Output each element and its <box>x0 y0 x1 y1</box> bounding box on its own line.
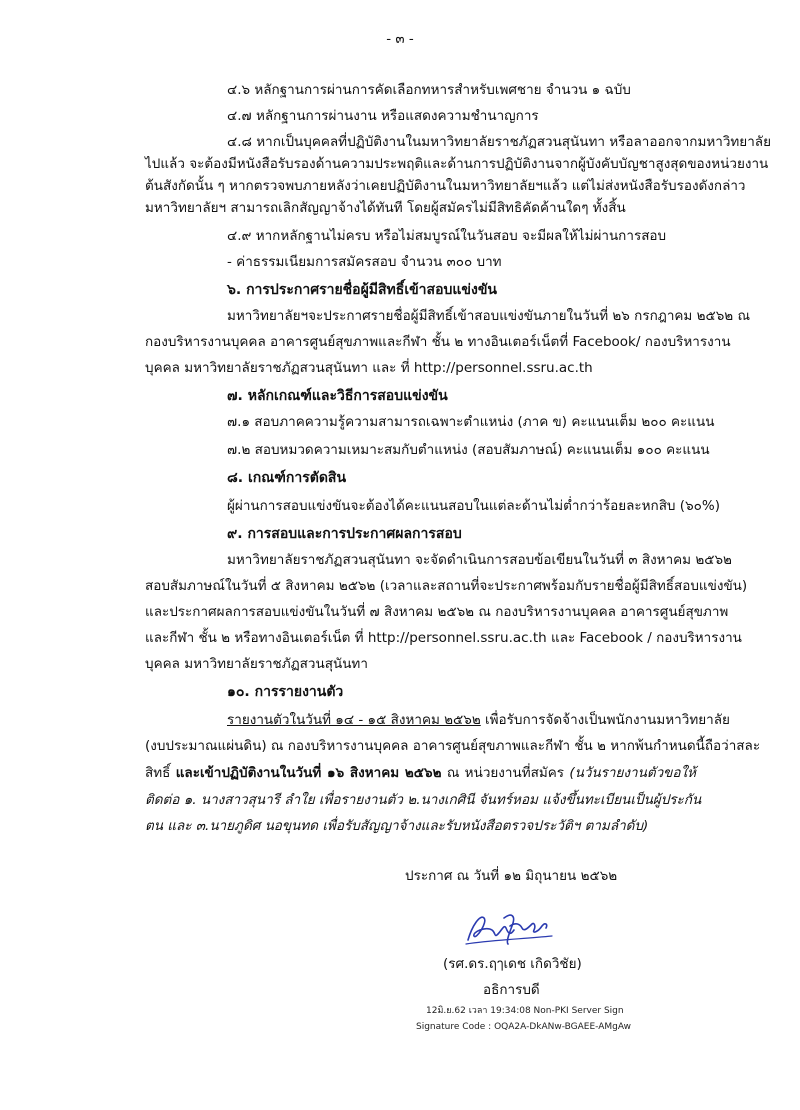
section-6-heading: ๖. การประกาศรายชื่อผู้มีสิทธิ์เข้าสอบแข่งขัน <box>227 282 497 298</box>
signer-title: อธิการบดี <box>483 982 540 998</box>
item-4-8-line-1: ๔.๘ หากเป็นบุคคลที่ปฏิบัติงานในมหาวิทยาลัยราชภัฏสวนสุนันทา หรือลาออกจากมหาวิทยาลัย <box>227 134 771 150</box>
item-4-7: ๔.๗ หลักฐานการผ่านงาน หรือแสดงความชำนาญการ <box>227 108 539 124</box>
section-9-line-3: และประกาศผลการสอบแข่งขันในวันที่ ๗ สิงหาคม ๒๕๖๒ ณ กองบริหารงานบุคคล อาคารศูนย์สุขภาพ <box>145 604 729 620</box>
section-7-line-1: ๗.๑ สอบภาคความรู้ความสามารถเฉพาะตำแหน่ง (ภาค ข) คะแนนเต็ม ๒๐๐ คะแนน <box>227 414 715 430</box>
section-10-line-5: ตน และ ๓.นายภูดิศ นอขุนทด เพื่อรับสัญญาจ้างและรับหนังสือตรวจประวัติฯ ตามลำดับ) <box>145 818 649 834</box>
signature-code: Signature Code : OQA2A-DkANw-BGAEE-AMgAw <box>416 1022 632 1032</box>
section-8-line-1: ผู้ผ่านการสอบแข่งขันจะต้องได้คะแนนสอบในแต่ละด้านไม่ต่ำกว่าร้อยละหกสิบ (๖๐%) <box>227 498 720 514</box>
section-7-heading: ๗. หลักเกณฑ์และวิธีการสอบแข่งขัน <box>227 388 448 404</box>
section-10-line-4: ติดต่อ ๑. นางสาวสุนารี ลำใย เพื่อรายงานตัว ๒.นางเกศินี จันทร์หอม แจ้งขึ้นทะเบียนเป็นผู้ประกัน <box>145 792 702 808</box>
item-4-8-line-2: ไปแล้ว จะต้องมีหนังสือรับรองด้านความประพฤติและด้านการปฏิบัติงานจากผู้บังคับบัญชาสูงสุดของหน่วยงาน <box>145 156 769 172</box>
report-dates: รายงานตัวในวันที่ ๑๔ - ๑๕ สิงหาคม ๒๕๖๒ <box>227 712 481 728</box>
section-10-line-2: (งบประมาณแผ่นดิน) ณ กองบริหารงานบุคคล อาคารศูนย์สุขภาพและกีฬา ชั้น ๒ หากพ้นกำหนดนี้ถือว่าสละ <box>145 738 761 754</box>
section-9-line-2: สอบสัมภาษณ์ในวันที่ ๕ สิงหาคม ๒๕๖๒ (เวลาและสถานที่จะประกาศพร้อมกับรายชื่อผู้มีสิทธิ์สอบแข่งขัน) <box>145 578 748 594</box>
section-10-line-3 <box>145 763 696 783</box>
section-9-line-4: และกีฬา ชั้น ๒ หรือทางอินเตอร์เน็ต ที่ http://personnel.ssru.ac.th และ Facebook / กองบริหารงาน <box>145 630 742 646</box>
work-location: ณ หน่วยงานที่สมัคร <box>441 765 570 781</box>
page-number: - ๓ - <box>386 31 414 47</box>
announcement-date: ประกาศ ณ วันที่ ๑๒ มิถุนายน ๒๕๖๒ <box>405 868 618 884</box>
item-4-9: ๔.๙ หากหลักฐานไม่ครบ หรือไม่สมบูรณ์ในวันสอบ จะมีผลให้ไม่ผ่านการสอบ <box>227 228 667 244</box>
item-4-6: ๔.๖ หลักฐานการผ่านการคัดเลือกทหารสำหรับเพศชาย จำนวน ๑ ฉบับ <box>227 82 631 98</box>
item-4-8-line-3: ต้นสังกัดนั้น ๆ หากตรวจพบภายหลังว่าเคยปฏิบัติงานในมหาวิทยาลัยฯแล้ว แต่ไม่ส่งหนังสือรับรองดังกล่าว <box>145 178 746 194</box>
sign-timestamp: 12มิ.ย.62 เวลา 19:34:08 Non-PKI Server Sign <box>426 1006 624 1016</box>
section-6-line-1: มหาวิทยาลัยฯจะประกาศรายชื่อผู้มีสิทธิ์เข้าสอบแข่งขันภายในวันที่ ๒๖ กรกฎาคม ๒๕๖๒ ณ <box>227 308 751 324</box>
section-6-line-3: บุคคล มหาวิทยาลัยราชภัฏสวนสุนันทา และ ที่ http://personnel.ssru.ac.th <box>145 360 593 376</box>
section-9-heading: ๙. การสอบและการประกาศผลการสอบ <box>227 526 462 542</box>
section-9-line-1: มหาวิทยาลัยราชภัฏสวนสุนันทา จะจัดดำเนินการสอบข้อเขียนในวันที่ ๓ สิงหาคม ๒๕๖๒ <box>227 552 732 568</box>
section-6-line-2: กองบริหารงานบุคคล อาคารศูนย์สุขภาพและกีฬา ชั้น ๒ ทางอินเตอร์เน็ตที่ Facebook/ กองบริหารงาน <box>145 334 731 350</box>
signer-name: (รศ.ดร.ฤๅเดช เกิดวิชัย) <box>443 956 582 972</box>
start-work-date: และเข้าปฏิบัติงานในวันที่ ๑๖ สิงหาคม ๒๕๖๒ <box>175 765 442 781</box>
application-fee: - ค่าธรรมเนียมการสมัครสอบ จำนวน ๓๐๐ บาท <box>227 254 502 270</box>
section-7-line-2: ๗.๒ สอบหมวดความเหมาะสมกับตำแหน่ง (สอบสัมภาษณ์) คะแนนเต็ม ๑๐๐ คะแนน <box>227 442 710 458</box>
contact-note-start: (นวันรายงานตัวขอให้ <box>569 765 696 781</box>
signature-image <box>462 906 562 950</box>
section-10-heading: ๑๐. การรายงานตัว <box>227 684 344 700</box>
section-8-heading: ๘. เกณฑ์การตัดสิน <box>227 470 347 486</box>
section-9-line-5: บุคคล มหาวิทยาลัยราชภัฏสวนสุนันทา <box>145 656 368 672</box>
section-10-line-1 <box>227 710 730 730</box>
rights-word: สิทธิ์ <box>145 765 176 781</box>
report-purpose: เพื่อรับการจัดจ้างเป็นพนักงานมหาวิทยาลัย <box>480 712 730 728</box>
item-4-8-line-4: มหาวิทยาลัยฯ สามารถเลิกสัญญาจ้างได้ทันที โดยผู้สมัครไม่มีสิทธิคัดค้านใดๆ ทั้งสิ้น <box>145 200 626 216</box>
